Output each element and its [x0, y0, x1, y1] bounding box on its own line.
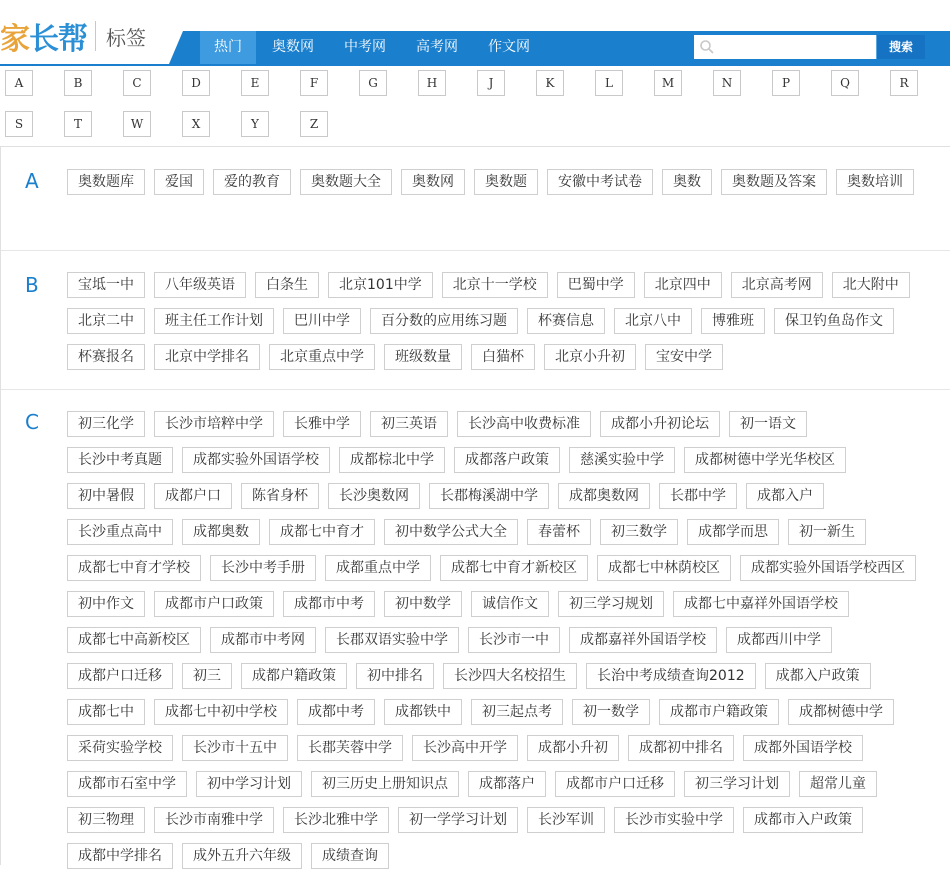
- tag-link[interactable]: 成都入户政策: [765, 663, 871, 689]
- tag-link[interactable]: 初三: [182, 663, 232, 689]
- tag-link[interactable]: 成都中考: [297, 699, 375, 725]
- tag-section-c: [1, 390, 950, 865]
- tag-link[interactable]: 初一新生: [788, 519, 866, 545]
- letter-link-f[interactable]: F: [300, 70, 328, 96]
- tag-link[interactable]: 成都七中育才学校: [67, 555, 201, 581]
- tag-link[interactable]: 奥数培训: [836, 169, 914, 195]
- tag-link[interactable]: 成都重点中学: [325, 555, 431, 581]
- tag-link[interactable]: 成都七中育才新校区: [440, 555, 588, 581]
- nav-item-gaokao[interactable]: 高考网: [416, 39, 458, 55]
- tag-link[interactable]: 长沙北雅中学: [283, 807, 389, 833]
- tag-link[interactable]: 杯赛信息: [527, 308, 605, 334]
- tag-link[interactable]: 成都市中考网: [210, 627, 316, 653]
- tag-link[interactable]: 成都户口: [154, 483, 232, 509]
- letter-link-b[interactable]: B: [64, 70, 92, 96]
- tag-link[interactable]: 成都市石室中学: [67, 771, 187, 797]
- letter-link-m[interactable]: M: [654, 70, 682, 96]
- tag-link[interactable]: 诚信作文: [471, 591, 549, 617]
- tag-link[interactable]: 奥数题: [474, 169, 538, 195]
- tag-link[interactable]: 长郡梅溪湖中学: [429, 483, 549, 509]
- tag-link[interactable]: 北大附中: [832, 272, 910, 298]
- letter-link-a[interactable]: A: [5, 70, 33, 96]
- tag-link[interactable]: 白猫杯: [471, 344, 535, 370]
- tag-link[interactable]: 北京四中: [644, 272, 722, 298]
- tag-link[interactable]: 长沙市培粹中学: [154, 411, 274, 437]
- tag-link[interactable]: 成外五升六年级: [182, 843, 302, 869]
- tag-link[interactable]: 长沙军训: [527, 807, 605, 833]
- section-letter: A: [25, 169, 39, 193]
- tag-link[interactable]: 成都入户: [746, 483, 824, 509]
- tag-link[interactable]: 初中排名: [356, 663, 434, 689]
- letter-link-s[interactable]: S: [5, 111, 33, 137]
- tag-link[interactable]: 成都落户政策: [454, 447, 560, 473]
- search-input[interactable]: [719, 36, 869, 58]
- tag-link[interactable]: 长治中考成绩查询2012: [586, 663, 756, 689]
- tag-link[interactable]: 百分数的应用练习题: [370, 308, 518, 334]
- tag-link[interactable]: 爱国: [154, 169, 204, 195]
- tag-link[interactable]: 长郡双语实验中学: [325, 627, 459, 653]
- tag-link[interactable]: 北京高考网: [731, 272, 823, 298]
- tag-link[interactable]: 长郡芙蓉中学: [297, 735, 403, 761]
- tag-link[interactable]: 采荷实验学校: [67, 735, 173, 761]
- letter-link-t[interactable]: T: [64, 111, 92, 137]
- nav-item-zuowen[interactable]: 作文网: [488, 39, 530, 55]
- letter-link-y[interactable]: Y: [241, 111, 269, 137]
- tag-link[interactable]: 长雅中学: [283, 411, 361, 437]
- tag-link[interactable]: 初一学学习计划: [398, 807, 518, 833]
- tag-list: [67, 169, 920, 195]
- tag-link[interactable]: 初三历史上册知识点: [311, 771, 459, 797]
- tag-link[interactable]: 成都户口迁移: [67, 663, 173, 689]
- tag-link[interactable]: 成都奥数: [182, 519, 260, 545]
- tag-link[interactable]: 成都实验外国语学校西区: [740, 555, 916, 581]
- tag-link[interactable]: 成都实验外国语学校: [182, 447, 330, 473]
- tag-link[interactable]: 长沙中考手册: [210, 555, 316, 581]
- tag-link[interactable]: 北京重点中学: [269, 344, 375, 370]
- letter-link-w[interactable]: W: [123, 111, 151, 137]
- letter-link-g[interactable]: G: [359, 70, 387, 96]
- logo-text: 家长帮: [0, 22, 87, 57]
- letter-link-z[interactable]: Z: [300, 111, 328, 137]
- letter-link-j[interactable]: J: [477, 70, 505, 96]
- tag-link[interactable]: 初中作文: [67, 591, 145, 617]
- tag-link[interactable]: 初中暑假: [67, 483, 145, 509]
- tag-link[interactable]: 陈省身杯: [241, 483, 319, 509]
- tag-link[interactable]: 成都小升初: [527, 735, 619, 761]
- tag-link[interactable]: 成都七中高新校区: [67, 627, 201, 653]
- logo-divider: [95, 21, 96, 51]
- letter-link-x[interactable]: X: [182, 111, 210, 137]
- tag-link[interactable]: 北京二中: [67, 308, 145, 334]
- letter-link-n[interactable]: N: [713, 70, 741, 96]
- tag-link[interactable]: 初三起点考: [471, 699, 563, 725]
- search-icon: [699, 39, 715, 55]
- tag-link[interactable]: 白条生: [255, 272, 319, 298]
- nav-item-zhongkao[interactable]: 中考网: [344, 39, 386, 55]
- tag-link[interactable]: 超常儿童: [799, 771, 877, 797]
- tag-link[interactable]: 长沙高中开学: [412, 735, 518, 761]
- tag-link[interactable]: 北京八中: [614, 308, 692, 334]
- tag-link[interactable]: 成都树德中学光华校区: [684, 447, 846, 473]
- tag-link[interactable]: 初三数学: [600, 519, 678, 545]
- tag-link[interactable]: 成都七中嘉祥外国语学校: [673, 591, 849, 617]
- tag-link[interactable]: 奥数题库: [67, 169, 145, 195]
- tag-link[interactable]: 长沙中考真题: [67, 447, 173, 473]
- tag-link[interactable]: 安徽中考试卷: [547, 169, 653, 195]
- tag-section-a: [1, 147, 950, 251]
- tag-link[interactable]: 初中数学公式大全: [384, 519, 518, 545]
- tag-list: [67, 411, 920, 869]
- tag-link[interactable]: 长郡中学: [659, 483, 737, 509]
- tag-link[interactable]: 长沙市十五中: [182, 735, 288, 761]
- tag-content: [0, 146, 950, 865]
- tag-link[interactable]: 成都市入户政策: [743, 807, 863, 833]
- tag-link[interactable]: 奥数网: [401, 169, 465, 195]
- tag-link[interactable]: 长沙高中收费标准: [457, 411, 591, 437]
- letter-link-d[interactable]: D: [182, 70, 210, 96]
- tag-link[interactable]: 成都七中: [67, 699, 145, 725]
- tag-link[interactable]: 成都初中排名: [628, 735, 734, 761]
- tag-link[interactable]: 初三物理: [67, 807, 145, 833]
- tag-link[interactable]: 奥数题及答案: [721, 169, 827, 195]
- tag-link[interactable]: 成都外国语学校: [743, 735, 863, 761]
- tag-link[interactable]: 初一语文: [729, 411, 807, 437]
- tag-link[interactable]: 班级数量: [384, 344, 462, 370]
- tag-link[interactable]: 奥数题大全: [300, 169, 392, 195]
- section-letter: C: [25, 410, 39, 434]
- tag-link[interactable]: 爱的教育: [213, 169, 291, 195]
- tag-link[interactable]: 保卫钓鱼岛作文: [774, 308, 894, 334]
- tag-link[interactable]: 成都七中育才: [269, 519, 375, 545]
- letter-link-p[interactable]: P: [772, 70, 800, 96]
- navbar-slant: [169, 31, 183, 64]
- tag-link[interactable]: 博雅班: [701, 308, 765, 334]
- section-letter: B: [25, 273, 39, 297]
- letter-link-q[interactable]: Q: [831, 70, 859, 96]
- logo-subtitle: 标签: [106, 25, 146, 50]
- nav-item-hot[interactable]: 热门: [200, 31, 256, 64]
- nav-item-aoshu[interactable]: 奥数网: [272, 39, 314, 55]
- tag-link[interactable]: 杯赛报名: [67, 344, 145, 370]
- tag-link[interactable]: 长沙市南雅中学: [154, 807, 274, 833]
- tag-link[interactable]: 慈溪实验中学: [569, 447, 675, 473]
- tag-link[interactable]: 北京小升初: [544, 344, 636, 370]
- header-underline: [0, 64, 950, 66]
- tag-link[interactable]: 长沙市一中: [468, 627, 560, 653]
- tag-link[interactable]: 成都市中考: [283, 591, 375, 617]
- tag-link[interactable]: 成都中学排名: [67, 843, 173, 869]
- tag-link[interactable]: 成都七中林荫校区: [597, 555, 731, 581]
- letter-link-r[interactable]: R: [890, 70, 918, 96]
- tag-link[interactable]: 巴蜀中学: [557, 272, 635, 298]
- tag-link[interactable]: 初三英语: [370, 411, 448, 437]
- main-navbar: [183, 31, 950, 64]
- tag-link[interactable]: 八年级英语: [154, 272, 246, 298]
- tag-link[interactable]: 初中数学: [384, 591, 462, 617]
- tag-link[interactable]: 长沙市实验中学: [614, 807, 734, 833]
- tag-link[interactable]: 成都落户: [468, 771, 546, 797]
- tag-link[interactable]: 初三学习规划: [558, 591, 664, 617]
- tag-list: [67, 272, 920, 370]
- nav-menu: [200, 31, 546, 64]
- tag-link[interactable]: 成都市户口迁移: [555, 771, 675, 797]
- tag-link[interactable]: 成都户籍政策: [241, 663, 347, 689]
- letter-link-h[interactable]: H: [418, 70, 446, 96]
- tag-link[interactable]: 初中学习计划: [196, 771, 302, 797]
- tag-link[interactable]: 成都市户籍政策: [659, 699, 779, 725]
- tag-link[interactable]: 长沙奥数网: [328, 483, 420, 509]
- tag-link[interactable]: 成都西川中学: [726, 627, 832, 653]
- tag-link[interactable]: 成都市户口政策: [154, 591, 274, 617]
- tag-link[interactable]: 初一数学: [572, 699, 650, 725]
- tag-link[interactable]: 成都铁中: [384, 699, 462, 725]
- tag-link[interactable]: 宝安中学: [645, 344, 723, 370]
- search-bar: [694, 35, 925, 59]
- tag-link[interactable]: 北京中学排名: [154, 344, 260, 370]
- tag-section-b: [1, 251, 950, 390]
- tag-link[interactable]: 巴川中学: [283, 308, 361, 334]
- tag-link[interactable]: 成都树德中学: [788, 699, 894, 725]
- tag-link[interactable]: 长沙四大名校招生: [443, 663, 577, 689]
- tag-link[interactable]: 成都学而思: [687, 519, 779, 545]
- site-header: [0, 0, 950, 66]
- letter-link-l[interactable]: L: [595, 70, 623, 96]
- letter-link-k[interactable]: K: [536, 70, 564, 96]
- tag-link[interactable]: 成都奥数网: [558, 483, 650, 509]
- tag-link[interactable]: 成绩查询: [311, 843, 389, 869]
- tag-link[interactable]: 初三化学: [67, 411, 145, 437]
- tag-link[interactable]: 宝坻一中: [67, 272, 145, 298]
- search-box: [694, 35, 876, 59]
- search-button[interactable]: 搜索: [876, 35, 925, 59]
- tag-link[interactable]: 成都棕北中学: [339, 447, 445, 473]
- site-logo[interactable]: [0, 18, 146, 57]
- tag-link[interactable]: 奥数: [662, 169, 712, 195]
- tag-link[interactable]: 成都七中初中学校: [154, 699, 288, 725]
- letter-link-c[interactable]: C: [123, 70, 151, 96]
- tag-link[interactable]: 春蕾杯: [527, 519, 591, 545]
- tag-link[interactable]: 成都嘉祥外国语学校: [569, 627, 717, 653]
- tag-link[interactable]: 长沙重点高中: [67, 519, 173, 545]
- letter-link-e[interactable]: E: [241, 70, 269, 96]
- tag-link[interactable]: 成都小升初论坛: [600, 411, 720, 437]
- tag-link[interactable]: 北京101中学: [328, 272, 433, 298]
- tag-link[interactable]: 初三学习计划: [684, 771, 790, 797]
- tag-link[interactable]: 北京十一学校: [442, 272, 548, 298]
- tag-link[interactable]: 班主任工作计划: [154, 308, 274, 334]
